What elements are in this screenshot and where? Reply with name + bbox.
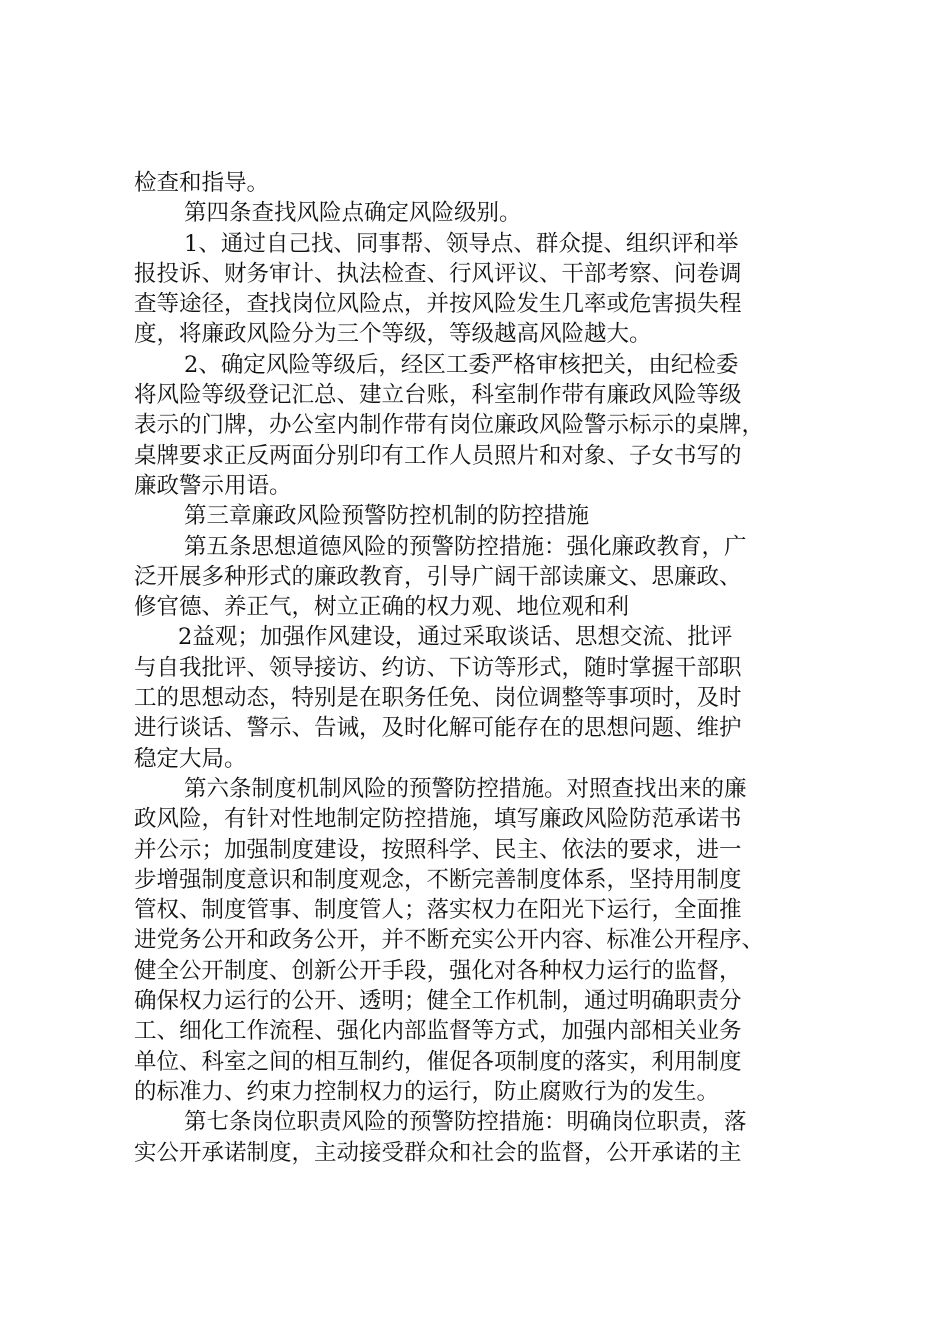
text-line: 查等途径，查找岗位风险点，并按风险发生几率或危害损失程	[134, 291, 742, 318]
text-line: 健全公开制度、创新公开手段，强化对各种权力运行的监督，	[134, 957, 742, 984]
chapter-3-heading: 第三章廉政风险预警防控机制的防控措施	[184, 503, 590, 530]
text-line: 的标准力、约束力控制权力的运行，防止腐败行为的发生。	[134, 1078, 720, 1105]
text-line: 单位、科室之间的相互制约，催促各项制度的落实，利用制度	[134, 1048, 742, 1075]
text-line: 稳定大局。	[134, 745, 247, 772]
text-line: 确保权力运行的公开、透明；健全工作机制，通过明确职责分	[134, 988, 742, 1015]
text-line: 管权、制度管事、制度管人；落实权力在阳光下运行，全面推	[134, 897, 742, 924]
text-line: 工的思想动态，特别是在职务任免、岗位调整等事项时，及时	[134, 685, 742, 712]
text-line: 桌牌要求正反两面分别印有工作人员照片和对象、子女书写的	[134, 442, 742, 469]
text-line: 1、通过自己找、同事帮、领导点、群众提、组织评和举	[184, 230, 739, 257]
text-line: 工、细化工作流程、强化内部监督等方式，加强内部相关业务	[134, 1018, 742, 1045]
article-7-text: 第七条岗位职责风险的预警防控措施：明确岗位职责，落	[184, 1109, 747, 1136]
text-line: 廉政警示用语。	[134, 472, 292, 499]
text-line: 进党务公开和政务公开，并不断充实公开内容、标准公开程序、	[134, 927, 765, 954]
document-body	[134, 168, 824, 1168]
article-6-text: 第六条制度机制风险的预警防控措施。对照查找出来的廉	[184, 775, 747, 802]
text-line: 表示的门牌，办公室内制作带有岗位廉政风险警示标示的桌牌，	[134, 412, 765, 439]
text-line: 并公示；加强制度建设，按照科学、民主、依法的要求，进一	[134, 836, 742, 863]
article-5-text: 第五条思想道德风险的预警防控措施：强化廉政教育，广	[184, 533, 747, 560]
text-line: 泛开展多种形式的廉政教育，引导广阔干部读廉文、思廉政、	[134, 563, 742, 590]
text-line: 修官德、养正气，树立正确的权力观、地位观和利	[134, 594, 630, 621]
text-line: 检查和指导。	[134, 170, 270, 196]
text-line: 2益观；加强作风建设，通过采取谈话、思想交流、批评	[178, 624, 733, 651]
text-line: 步增强制度意识和制度观念，不断完善制度体系，坚持用制度	[134, 866, 742, 893]
text-line: 进行谈话、警示、告诫，及时化解可能存在的思想问题、维护	[134, 715, 742, 742]
text-line: 度，将廉政风险分为三个等级，等级越高风险越大。	[134, 321, 652, 348]
text-line: 实公开承诺制度，主动接受群众和社会的监督，公开承诺的主	[134, 1139, 742, 1166]
text-line: 报投诉、财务审计、执法检查、行风评议、干部考察、问卷调	[134, 260, 742, 287]
text-line: 政风险，有针对性地制定防控措施，填写廉政风险防范承诺书	[134, 806, 742, 833]
text-line: 将风险等级登记汇总、建立台账，科室制作带有廉政风险等级	[134, 382, 742, 409]
text-line: 2、确定风险等级后，经区工委严格审核把关，由纪检委	[184, 351, 739, 378]
text-line: 与自我批评、领导接访、约访、下访等形式，随时掌握干部职	[134, 654, 742, 681]
article-4-heading: 第四条查找风险点确定风险级别。	[184, 200, 522, 227]
